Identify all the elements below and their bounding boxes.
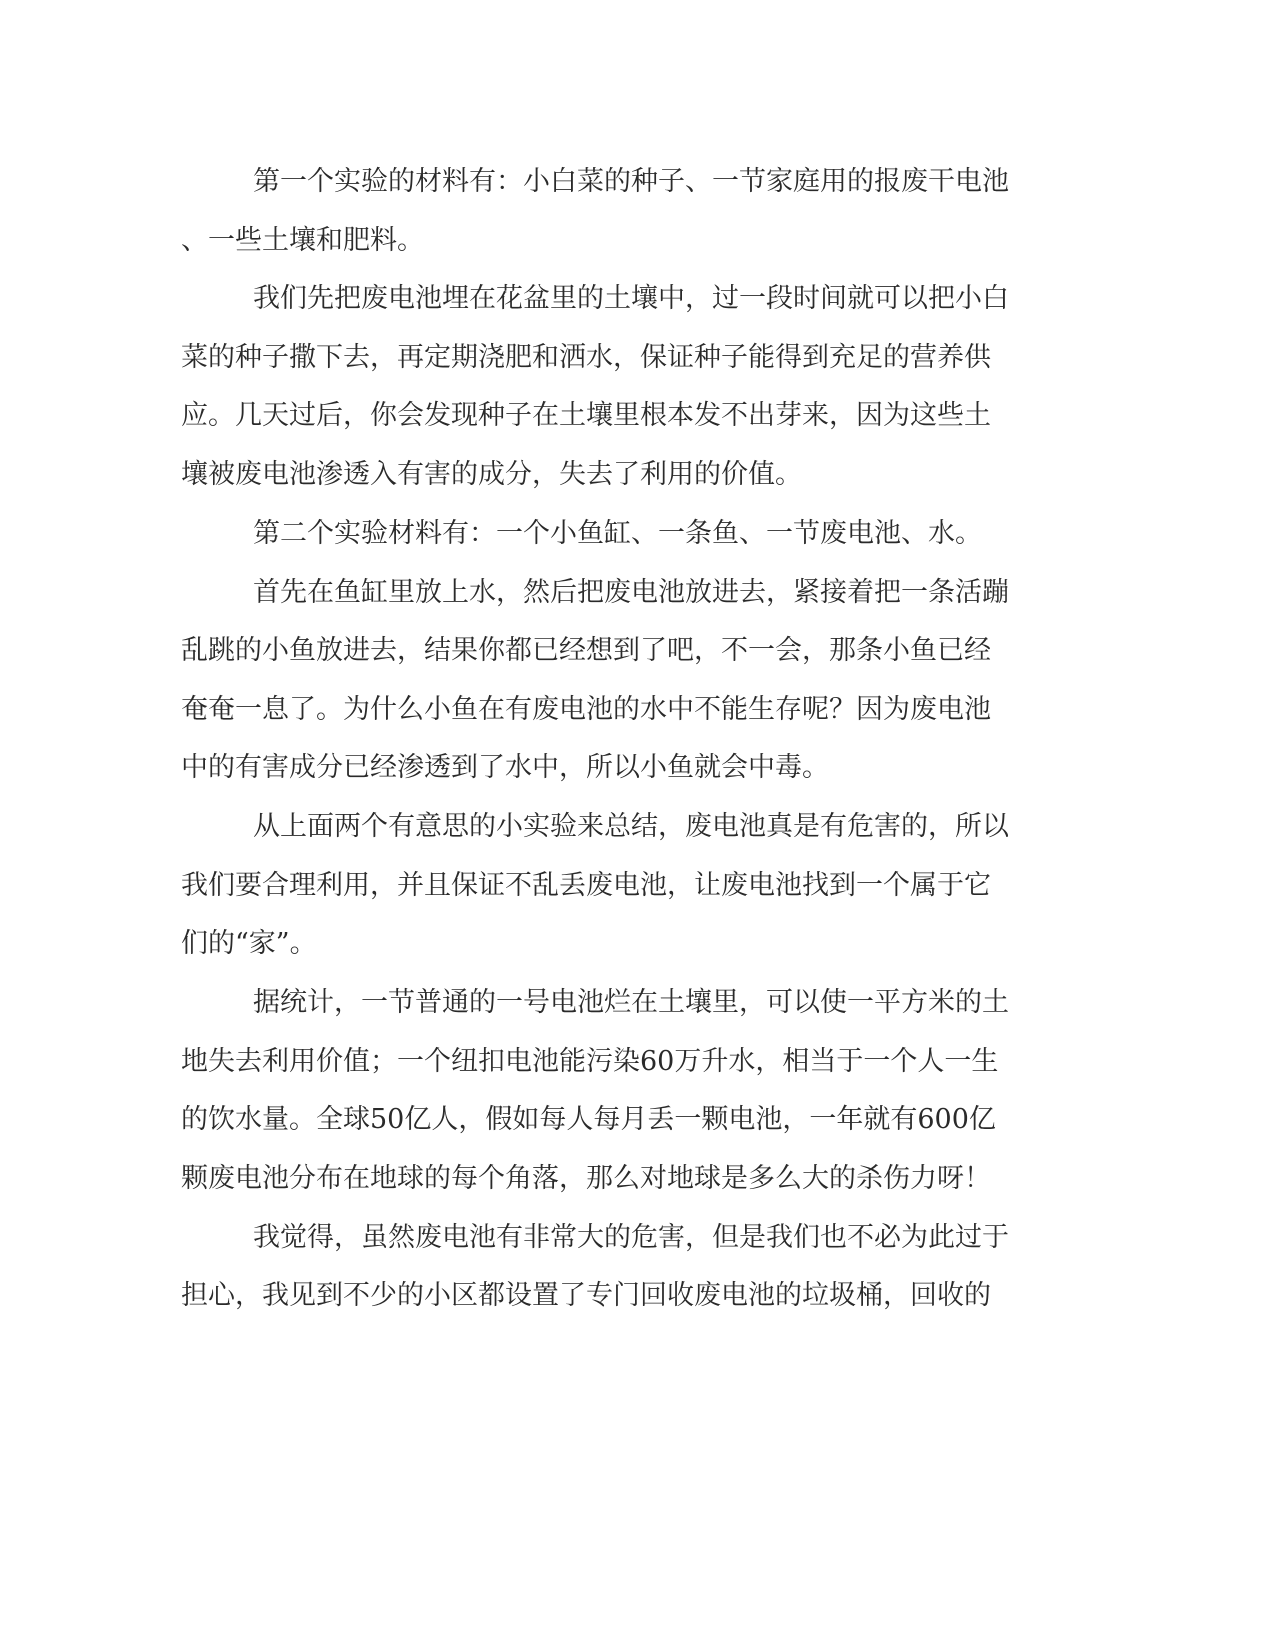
text-line: 菜的种子撒下去，再定期浇肥和洒水，保证种子能得到充足的营养供 (181, 342, 991, 373)
text-line: 的饮水量。全球50亿人，假如每人每月丢一颗电池，一年就有600亿 (181, 1104, 996, 1135)
text-line: 们的“家”。 (181, 928, 317, 959)
text-line: 第二个实验材料有：一个小鱼缸、一条鱼、一节废电池、水。 (253, 518, 982, 549)
text-line: 乱跳的小鱼放进去，结果你都已经想到了吧，不一会，那条小鱼已经 (181, 635, 991, 666)
text-line: 首先在鱼缸里放上水，然后把废电池放进去，紧接着把一条活蹦 (253, 577, 1009, 608)
text-line: 地失去利用价值；一个纽扣电池能污染60万升水，相当于一个人一生 (181, 1046, 999, 1077)
text-line: 中的有害成分已经渗透到了水中，所以小鱼就会中毒。 (181, 752, 829, 783)
text-line: 据统计，一节普通的一号电池烂在土壤里，可以使一平方米的土 (253, 987, 1009, 1018)
text-line: 应。几天过后，你会发现种子在土壤里根本发不出芽来，因为这些土 (181, 400, 991, 431)
text-line: 从上面两个有意思的小实验来总结，废电池真是有危害的，所以 (253, 811, 1009, 842)
text-line: 壤被废电池渗透入有害的成分，失去了利用的价值。 (181, 459, 802, 490)
text-line: 我觉得，虽然废电池有非常大的危害，但是我们也不必为此过于 (253, 1222, 1009, 1253)
text-line: 第一个实验的材料有：小白菜的种子、一节家庭用的报废干电池 (253, 166, 1009, 197)
text-line: 我们要合理利用，并且保证不乱丢废电池，让废电池找到一个属于它 (181, 870, 991, 901)
text-line: 颗废电池分布在地球的每个角落，那么对地球是多么大的杀伤力呀！ (181, 1163, 991, 1194)
text-line: 、一些土壤和肥料。 (181, 225, 424, 256)
text-line: 奄奄一息了。为什么小鱼在有废电池的水中不能生存呢？因为废电池 (181, 694, 991, 725)
text-line: 我们先把废电池埋在花盆里的土壤中，过一段时间就可以把小白 (253, 283, 1009, 314)
text-line: 担心，我见到不少的小区都设置了专门回收废电池的垃圾桶，回收的 (181, 1280, 991, 1311)
